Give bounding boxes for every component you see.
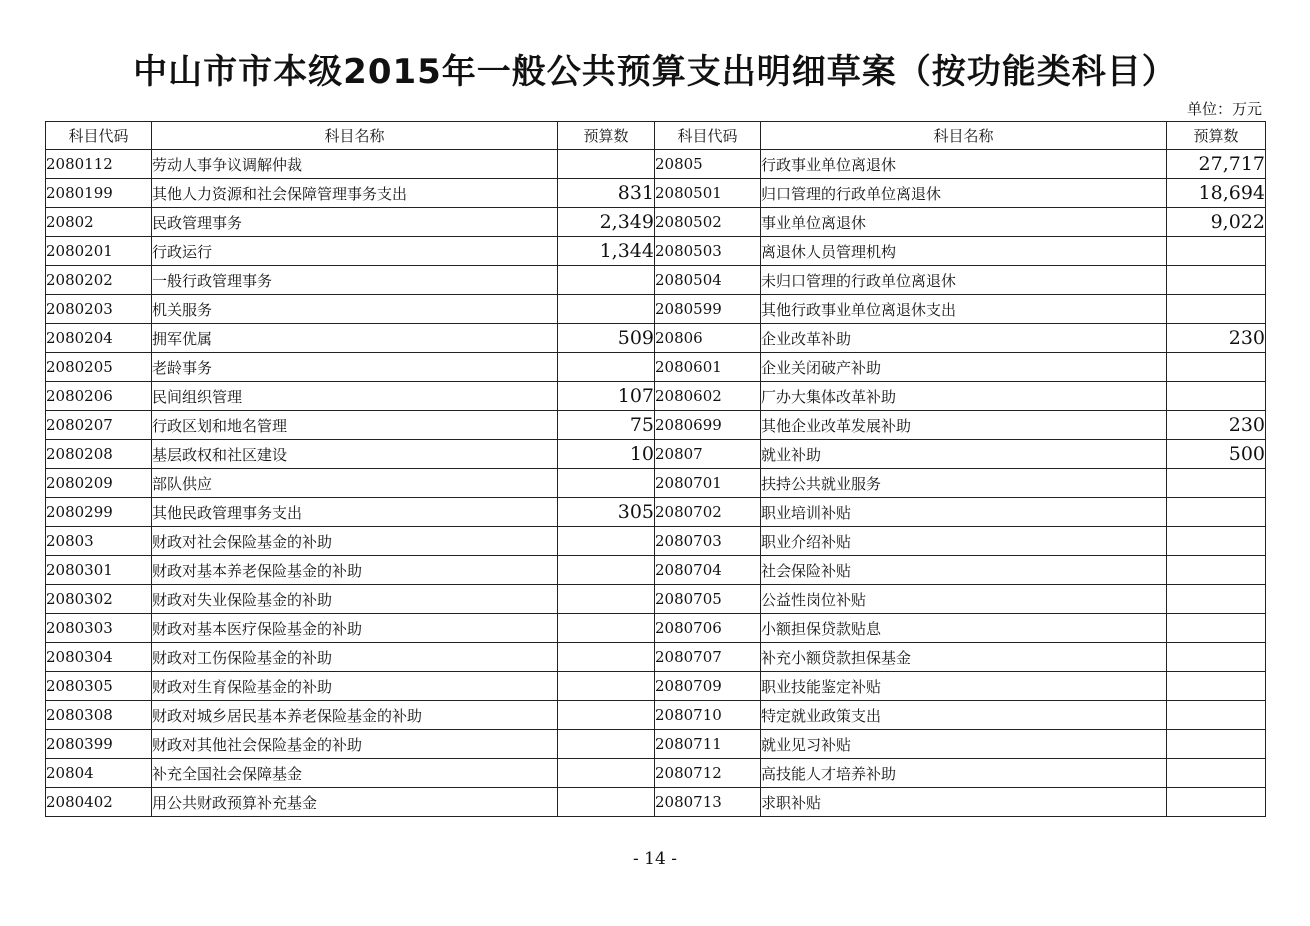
left-budget-amount [558, 643, 655, 672]
left-subject-code: 2080299 [46, 498, 152, 527]
table-row [46, 440, 1266, 469]
left-budget-amount: 1,344 [558, 237, 655, 266]
table-row [46, 237, 1266, 266]
right-subject-name: 求职补贴 [761, 788, 1167, 817]
page-title: 中山市市本级2015年一般公共预算支出明细草案（按功能类科目） [133, 52, 1177, 92]
table-row [46, 585, 1266, 614]
right-budget-amount: 18,694 [1167, 179, 1266, 208]
right-subject-code: 2080501 [655, 179, 761, 208]
right-subject-name: 其他企业改革发展补助 [761, 411, 1167, 440]
left-subject-code: 2080402 [46, 788, 152, 817]
left-budget-amount [558, 150, 655, 179]
table-row [46, 614, 1266, 643]
right-subject-code: 2080713 [655, 788, 761, 817]
left-subject-code: 2080303 [46, 614, 152, 643]
left-subject-code: 20804 [46, 759, 152, 788]
left-subject-code: 2080112 [46, 150, 152, 179]
table-row [46, 469, 1266, 498]
right-budget-amount: 27,717 [1167, 150, 1266, 179]
table-row [46, 324, 1266, 353]
left-budget-amount [558, 672, 655, 701]
header-amount-right: 预算数 [1167, 122, 1266, 150]
right-subject-code: 2080711 [655, 730, 761, 759]
left-subject-code: 2080209 [46, 469, 152, 498]
header-amount-left: 预算数 [558, 122, 655, 150]
right-subject-code: 2080599 [655, 295, 761, 324]
right-budget-amount [1167, 556, 1266, 585]
left-subject-name: 民政管理事务 [152, 208, 558, 237]
left-budget-amount: 2,349 [558, 208, 655, 237]
left-budget-amount [558, 527, 655, 556]
right-budget-amount [1167, 759, 1266, 788]
left-budget-amount [558, 266, 655, 295]
right-subject-name: 就业补助 [761, 440, 1167, 469]
right-subject-code: 2080703 [655, 527, 761, 556]
right-budget-amount [1167, 237, 1266, 266]
table-row [46, 353, 1266, 382]
right-subject-name: 特定就业政策支出 [761, 701, 1167, 730]
right-subject-code: 2080503 [655, 237, 761, 266]
left-subject-name: 基层政权和社区建设 [152, 440, 558, 469]
right-subject-name: 未归口管理的行政单位离退休 [761, 266, 1167, 295]
header-name-left: 科目名称 [152, 122, 558, 150]
right-budget-amount [1167, 527, 1266, 556]
table-row [46, 179, 1266, 208]
table-row [46, 701, 1266, 730]
table-row [46, 411, 1266, 440]
left-budget-amount [558, 353, 655, 382]
right-budget-amount [1167, 266, 1266, 295]
left-subject-code: 2080199 [46, 179, 152, 208]
right-subject-name: 企业改革补助 [761, 324, 1167, 353]
right-subject-name: 离退休人员管理机构 [761, 237, 1167, 266]
left-subject-code: 2080308 [46, 701, 152, 730]
right-budget-amount [1167, 498, 1266, 527]
left-subject-name: 一般行政管理事务 [152, 266, 558, 295]
table-row [46, 730, 1266, 759]
right-budget-amount [1167, 469, 1266, 498]
left-subject-name: 拥军优属 [152, 324, 558, 353]
right-budget-amount [1167, 353, 1266, 382]
header-code-right: 科目代码 [655, 122, 761, 150]
table-header-row [46, 122, 1266, 150]
table-row [46, 266, 1266, 295]
right-budget-amount: 230 [1167, 324, 1266, 353]
right-budget-amount [1167, 643, 1266, 672]
table-row [46, 208, 1266, 237]
left-budget-amount [558, 701, 655, 730]
left-budget-amount [558, 585, 655, 614]
right-subject-code: 2080705 [655, 585, 761, 614]
left-subject-code: 2080208 [46, 440, 152, 469]
right-budget-amount [1167, 614, 1266, 643]
right-subject-name: 高技能人才培养补助 [761, 759, 1167, 788]
right-budget-amount [1167, 788, 1266, 817]
right-subject-name: 职业培训补贴 [761, 498, 1167, 527]
left-budget-amount [558, 556, 655, 585]
left-budget-amount: 831 [558, 179, 655, 208]
left-subject-name: 其他民政管理事务支出 [152, 498, 558, 527]
right-subject-name: 行政事业单位离退休 [761, 150, 1167, 179]
right-subject-name: 补充小额贷款担保基金 [761, 643, 1167, 672]
left-budget-amount [558, 469, 655, 498]
left-budget-amount [558, 730, 655, 759]
right-budget-amount [1167, 701, 1266, 730]
left-subject-name: 补充全国社会保障基金 [152, 759, 558, 788]
right-subject-code: 2080601 [655, 353, 761, 382]
left-subject-name: 财政对城乡居民基本养老保险基金的补助 [152, 701, 558, 730]
right-subject-code: 2080699 [655, 411, 761, 440]
right-budget-amount [1167, 295, 1266, 324]
left-subject-code: 2080207 [46, 411, 152, 440]
right-budget-amount [1167, 730, 1266, 759]
table-row [46, 556, 1266, 585]
left-subject-code: 2080399 [46, 730, 152, 759]
left-subject-name: 民间组织管理 [152, 382, 558, 411]
right-subject-name: 就业见习补贴 [761, 730, 1167, 759]
left-subject-code: 2080304 [46, 643, 152, 672]
right-subject-name: 厂办大集体改革补助 [761, 382, 1167, 411]
table-row [46, 788, 1266, 817]
table-row [46, 498, 1266, 527]
right-subject-name: 扶持公共就业服务 [761, 469, 1167, 498]
left-subject-name: 财政对失业保险基金的补助 [152, 585, 558, 614]
right-budget-amount: 9,022 [1167, 208, 1266, 237]
left-subject-code: 2080301 [46, 556, 152, 585]
left-subject-name: 财政对生育保险基金的补助 [152, 672, 558, 701]
left-subject-name: 行政运行 [152, 237, 558, 266]
left-subject-name: 行政区划和地名管理 [152, 411, 558, 440]
right-subject-code: 20807 [655, 440, 761, 469]
left-subject-name: 部队供应 [152, 469, 558, 498]
left-subject-code: 2080302 [46, 585, 152, 614]
right-subject-code: 2080701 [655, 469, 761, 498]
right-subject-name: 职业技能鉴定补贴 [761, 672, 1167, 701]
table-row [46, 672, 1266, 701]
right-subject-name: 其他行政事业单位离退休支出 [761, 295, 1167, 324]
left-subject-code: 20802 [46, 208, 152, 237]
table-body [46, 150, 1266, 817]
left-subject-code: 2080206 [46, 382, 152, 411]
left-subject-name: 财政对基本养老保险基金的补助 [152, 556, 558, 585]
left-subject-code: 2080205 [46, 353, 152, 382]
right-budget-amount [1167, 672, 1266, 701]
left-subject-code: 2080204 [46, 324, 152, 353]
table-row [46, 527, 1266, 556]
right-subject-name: 事业单位离退休 [761, 208, 1167, 237]
budget-table [45, 121, 1266, 817]
table-row [46, 759, 1266, 788]
left-subject-code: 2080203 [46, 295, 152, 324]
left-subject-code: 2080201 [46, 237, 152, 266]
header-name-right: 科目名称 [761, 122, 1167, 150]
left-subject-name: 财政对基本医疗保险基金的补助 [152, 614, 558, 643]
table-row [46, 295, 1266, 324]
right-subject-code: 2080710 [655, 701, 761, 730]
left-subject-code: 20803 [46, 527, 152, 556]
right-subject-code: 2080504 [655, 266, 761, 295]
left-budget-amount: 107 [558, 382, 655, 411]
right-subject-name: 小额担保贷款贴息 [761, 614, 1167, 643]
right-subject-code: 2080704 [655, 556, 761, 585]
right-subject-code: 2080707 [655, 643, 761, 672]
right-subject-code: 20806 [655, 324, 761, 353]
page-number: - 14 - [633, 849, 677, 869]
left-subject-code: 2080305 [46, 672, 152, 701]
right-subject-name: 企业关闭破产补助 [761, 353, 1167, 382]
left-subject-name: 老龄事务 [152, 353, 558, 382]
left-subject-name: 其他人力资源和社会保障管理事务支出 [152, 179, 558, 208]
right-budget-amount: 500 [1167, 440, 1266, 469]
right-subject-name: 归口管理的行政单位离退休 [761, 179, 1167, 208]
right-subject-code: 2080709 [655, 672, 761, 701]
table-row [46, 150, 1266, 179]
left-subject-name: 劳动人事争议调解仲裁 [152, 150, 558, 179]
right-subject-code: 2080706 [655, 614, 761, 643]
left-budget-amount [558, 614, 655, 643]
right-budget-amount [1167, 585, 1266, 614]
right-subject-code: 2080602 [655, 382, 761, 411]
right-subject-name: 公益性岗位补贴 [761, 585, 1167, 614]
right-subject-code: 2080502 [655, 208, 761, 237]
right-budget-amount [1167, 382, 1266, 411]
left-budget-amount: 509 [558, 324, 655, 353]
left-subject-code: 2080202 [46, 266, 152, 295]
right-subject-name: 社会保险补贴 [761, 556, 1167, 585]
left-subject-name: 用公共财政预算补充基金 [152, 788, 558, 817]
left-budget-amount: 305 [558, 498, 655, 527]
right-subject-code: 20805 [655, 150, 761, 179]
left-budget-amount [558, 759, 655, 788]
left-subject-name: 财政对工伤保险基金的补助 [152, 643, 558, 672]
left-budget-amount [558, 295, 655, 324]
left-budget-amount [558, 788, 655, 817]
left-budget-amount: 10 [558, 440, 655, 469]
right-budget-amount: 230 [1167, 411, 1266, 440]
unit-label: 单位：万元 [1186, 100, 1262, 118]
right-subject-code: 2080702 [655, 498, 761, 527]
left-subject-name: 财政对社会保险基金的补助 [152, 527, 558, 556]
left-budget-amount: 75 [558, 411, 655, 440]
header-code-left: 科目代码 [46, 122, 152, 150]
table-row [46, 643, 1266, 672]
left-subject-name: 财政对其他社会保险基金的补助 [152, 730, 558, 759]
right-subject-code: 2080712 [655, 759, 761, 788]
table-row [46, 382, 1266, 411]
left-subject-name: 机关服务 [152, 295, 558, 324]
right-subject-name: 职业介绍补贴 [761, 527, 1167, 556]
